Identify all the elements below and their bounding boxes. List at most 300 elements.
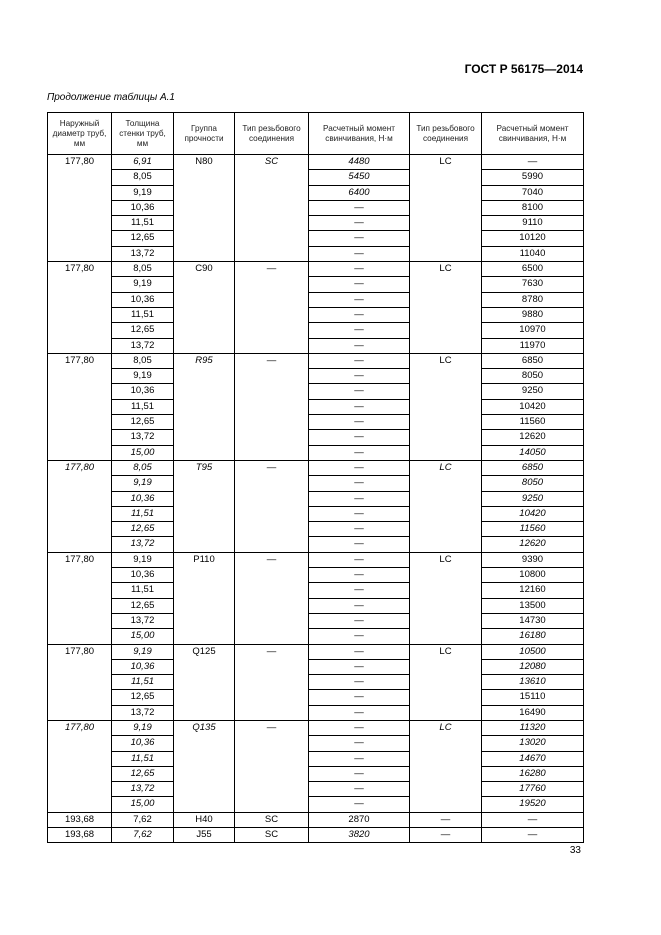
cell-connection-type-2 [410, 537, 482, 552]
cell-strength-grade [174, 675, 235, 690]
cell-wall-thickness: 10,36 [112, 736, 174, 751]
cell-make-up-torque-2: 11320 [482, 720, 584, 735]
cell-wall-thickness: 13,72 [112, 782, 174, 797]
cell-outer-diameter [48, 338, 112, 353]
cell-connection-type-1 [235, 705, 309, 720]
cell-strength-grade [174, 797, 235, 812]
cell-outer-diameter [48, 522, 112, 537]
cell-make-up-torque-1: — [309, 644, 410, 659]
table-row [48, 659, 584, 674]
cell-wall-thickness: 11,51 [112, 506, 174, 521]
cell-connection-type-1 [235, 568, 309, 583]
cell-make-up-torque-1: — [309, 613, 410, 628]
cell-connection-type-1 [235, 537, 309, 552]
table-row [48, 476, 584, 491]
cell-connection-type-2 [410, 415, 482, 430]
cell-connection-type-2 [410, 797, 482, 812]
cell-wall-thickness: 12,65 [112, 598, 174, 613]
cell-connection-type-1 [235, 338, 309, 353]
cell-make-up-torque-2: 12620 [482, 537, 584, 552]
cell-make-up-torque-1: — [309, 338, 410, 353]
table-row [48, 323, 584, 338]
cell-make-up-torque-2: 11040 [482, 246, 584, 261]
table-row [48, 736, 584, 751]
cell-connection-type-1 [235, 384, 309, 399]
cell-make-up-torque-2: 15110 [482, 690, 584, 705]
cell-outer-diameter [48, 231, 112, 246]
cell-outer-diameter: 177,80 [48, 644, 112, 659]
cell-strength-grade [174, 170, 235, 185]
cell-outer-diameter [48, 568, 112, 583]
cell-connection-type-2 [410, 476, 482, 491]
table-row [48, 751, 584, 766]
cell-outer-diameter [48, 216, 112, 231]
cell-connection-type-1 [235, 246, 309, 261]
cell-connection-type-2 [410, 384, 482, 399]
cell-make-up-torque-1: — [309, 751, 410, 766]
cell-connection-type-1 [235, 491, 309, 506]
cell-connection-type-1 [235, 506, 309, 521]
table-caption: Продолжение таблицы А.1 [47, 92, 175, 103]
cell-make-up-torque-1: — [309, 277, 410, 292]
cell-wall-thickness: 13,72 [112, 537, 174, 552]
cell-wall-thickness: 13,72 [112, 430, 174, 445]
cell-strength-grade [174, 568, 235, 583]
cell-outer-diameter: 177,80 [48, 460, 112, 475]
cell-wall-thickness: 10,36 [112, 491, 174, 506]
cell-connection-type-1 [235, 613, 309, 628]
table-row [48, 155, 584, 170]
cell-strength-grade [174, 369, 235, 384]
table-row [48, 644, 584, 659]
cell-make-up-torque-2: 12160 [482, 583, 584, 598]
cell-connection-type-1 [235, 476, 309, 491]
cell-strength-grade [174, 384, 235, 399]
cell-strength-grade [174, 476, 235, 491]
cell-outer-diameter [48, 598, 112, 613]
cell-strength-grade [174, 277, 235, 292]
cell-wall-thickness: 9,19 [112, 476, 174, 491]
cell-strength-grade [174, 200, 235, 215]
cell-wall-thickness: 12,65 [112, 766, 174, 781]
cell-outer-diameter [48, 323, 112, 338]
cell-connection-type-2 [410, 231, 482, 246]
cell-make-up-torque-2: 9880 [482, 307, 584, 322]
table-row [48, 384, 584, 399]
cell-strength-grade [174, 323, 235, 338]
cell-outer-diameter [48, 445, 112, 460]
cell-wall-thickness: 13,72 [112, 613, 174, 628]
cell-connection-type-2 [410, 369, 482, 384]
cell-outer-diameter [48, 613, 112, 628]
cell-make-up-torque-2: 5990 [482, 170, 584, 185]
table-row [48, 812, 584, 827]
cell-connection-type-2 [410, 430, 482, 445]
cell-connection-type-1 [235, 323, 309, 338]
cell-connection-type-2 [410, 292, 482, 307]
cell-make-up-torque-2: 10420 [482, 399, 584, 414]
cell-connection-type-1: — [235, 552, 309, 567]
cell-strength-grade: C90 [174, 262, 235, 277]
cell-outer-diameter [48, 690, 112, 705]
cell-make-up-torque-2: 9390 [482, 552, 584, 567]
cell-wall-thickness: 9,19 [112, 552, 174, 567]
cell-connection-type-2 [410, 491, 482, 506]
cell-connection-type-2 [410, 216, 482, 231]
cell-strength-grade [174, 430, 235, 445]
cell-make-up-torque-1: 6400 [309, 185, 410, 200]
cell-connection-type-1 [235, 369, 309, 384]
cell-make-up-torque-2: 11560 [482, 522, 584, 537]
cell-make-up-torque-1: — [309, 705, 410, 720]
cell-make-up-torque-1: 5450 [309, 170, 410, 185]
cell-outer-diameter [48, 766, 112, 781]
cell-wall-thickness: 10,36 [112, 384, 174, 399]
cell-outer-diameter [48, 185, 112, 200]
cell-wall-thickness: 13,72 [112, 338, 174, 353]
table-row [48, 307, 584, 322]
cell-strength-grade [174, 583, 235, 598]
cell-outer-diameter [48, 797, 112, 812]
header-make-up-torque-2: Расчетный момент свинчивания, Н·м [482, 113, 584, 155]
cell-outer-diameter: 177,80 [48, 262, 112, 277]
cell-make-up-torque-2: 12080 [482, 659, 584, 674]
cell-outer-diameter [48, 307, 112, 322]
cell-outer-diameter [48, 736, 112, 751]
cell-connection-type-2 [410, 782, 482, 797]
cell-connection-type-1: SC [235, 812, 309, 827]
cell-connection-type-1 [235, 430, 309, 445]
header-connection-type-1: Тип резьбового соединения [235, 113, 309, 155]
cell-make-up-torque-1: — [309, 797, 410, 812]
cell-make-up-torque-1: — [309, 307, 410, 322]
cell-connection-type-1 [235, 766, 309, 781]
cell-wall-thickness: 11,51 [112, 583, 174, 598]
table-row [48, 353, 584, 368]
cell-make-up-torque-2: 6850 [482, 353, 584, 368]
header-connection-type-2: Тип резьбового соединения [410, 113, 482, 155]
cell-connection-type-1 [235, 185, 309, 200]
cell-wall-thickness: 15,00 [112, 445, 174, 460]
cell-make-up-torque-1: — [309, 384, 410, 399]
cell-strength-grade [174, 338, 235, 353]
cell-connection-type-1: — [235, 644, 309, 659]
table-row [48, 415, 584, 430]
cell-make-up-torque-2: 14730 [482, 613, 584, 628]
cell-wall-thickness: 7,62 [112, 812, 174, 827]
cell-make-up-torque-1: — [309, 292, 410, 307]
cell-outer-diameter: 177,80 [48, 552, 112, 567]
cell-connection-type-2 [410, 613, 482, 628]
cell-strength-grade [174, 782, 235, 797]
table-row [48, 720, 584, 735]
cell-make-up-torque-2: 13020 [482, 736, 584, 751]
cell-wall-thickness: 8,05 [112, 170, 174, 185]
cell-connection-type-1 [235, 736, 309, 751]
header-outer-diameter: Наружный диаметр труб, мм [48, 113, 112, 155]
cell-make-up-torque-2: 17760 [482, 782, 584, 797]
cell-outer-diameter [48, 170, 112, 185]
cell-make-up-torque-1: — [309, 460, 410, 475]
cell-make-up-torque-1: — [309, 629, 410, 644]
cell-connection-type-1 [235, 629, 309, 644]
cell-outer-diameter [48, 782, 112, 797]
cell-make-up-torque-1: — [309, 231, 410, 246]
cell-connection-type-1: — [235, 460, 309, 475]
cell-make-up-torque-1: 4480 [309, 155, 410, 170]
cell-connection-type-2 [410, 736, 482, 751]
cell-connection-type-2 [410, 598, 482, 613]
cell-strength-grade [174, 736, 235, 751]
cell-connection-type-2 [410, 445, 482, 460]
cell-make-up-torque-2: 9110 [482, 216, 584, 231]
table-row [48, 338, 584, 353]
cell-make-up-torque-1: — [309, 430, 410, 445]
cell-wall-thickness: 8,05 [112, 460, 174, 475]
cell-connection-type-2 [410, 766, 482, 781]
cell-outer-diameter [48, 629, 112, 644]
cell-wall-thickness: 12,65 [112, 231, 174, 246]
cell-make-up-torque-2: — [482, 828, 584, 843]
cell-connection-type-1 [235, 445, 309, 460]
cell-strength-grade [174, 185, 235, 200]
cell-connection-type-1: — [235, 353, 309, 368]
cell-connection-type-2 [410, 583, 482, 598]
cell-strength-grade [174, 246, 235, 261]
cell-make-up-torque-1: — [309, 491, 410, 506]
cell-connection-type-2: LC [410, 720, 482, 735]
cell-wall-thickness: 13,72 [112, 246, 174, 261]
cell-connection-type-2 [410, 323, 482, 338]
cell-wall-thickness: 9,19 [112, 277, 174, 292]
cell-outer-diameter [48, 277, 112, 292]
cell-connection-type-1 [235, 292, 309, 307]
cell-outer-diameter [48, 506, 112, 521]
cell-wall-thickness: 12,65 [112, 690, 174, 705]
cell-strength-grade [174, 659, 235, 674]
cell-make-up-torque-2: 9250 [482, 491, 584, 506]
cell-strength-grade [174, 690, 235, 705]
cell-make-up-torque-1: — [309, 537, 410, 552]
cell-outer-diameter [48, 384, 112, 399]
cell-make-up-torque-2: 8780 [482, 292, 584, 307]
cell-make-up-torque-1: — [309, 690, 410, 705]
cell-strength-grade [174, 231, 235, 246]
cell-make-up-torque-2: — [482, 155, 584, 170]
cell-make-up-torque-2: 14670 [482, 751, 584, 766]
cell-wall-thickness: 9,19 [112, 644, 174, 659]
cell-connection-type-1 [235, 659, 309, 674]
cell-wall-thickness: 6,91 [112, 155, 174, 170]
cell-connection-type-2 [410, 705, 482, 720]
cell-make-up-torque-1: — [309, 598, 410, 613]
cell-connection-type-2 [410, 506, 482, 521]
cell-connection-type-1 [235, 797, 309, 812]
cell-make-up-torque-2: 8050 [482, 369, 584, 384]
table-body [48, 155, 584, 843]
cell-outer-diameter: 177,80 [48, 155, 112, 170]
cell-make-up-torque-2: 16180 [482, 629, 584, 644]
cell-wall-thickness: 13,72 [112, 705, 174, 720]
table-row [48, 690, 584, 705]
cell-connection-type-1 [235, 690, 309, 705]
table-row [48, 537, 584, 552]
table-row [48, 185, 584, 200]
cell-make-up-torque-2: 8100 [482, 200, 584, 215]
cell-make-up-torque-2: 10970 [482, 323, 584, 338]
cell-strength-grade [174, 751, 235, 766]
cell-connection-type-1: SC [235, 828, 309, 843]
table-row [48, 277, 584, 292]
cell-wall-thickness: 7,62 [112, 828, 174, 843]
cell-outer-diameter [48, 675, 112, 690]
cell-strength-grade [174, 445, 235, 460]
cell-wall-thickness: 10,36 [112, 659, 174, 674]
cell-make-up-torque-2: 6850 [482, 460, 584, 475]
cell-make-up-torque-2: 16280 [482, 766, 584, 781]
cell-make-up-torque-1: — [309, 246, 410, 261]
page-number: 33 [569, 845, 581, 856]
cell-wall-thickness: 12,65 [112, 415, 174, 430]
cell-connection-type-2 [410, 185, 482, 200]
cell-outer-diameter [48, 430, 112, 445]
cell-connection-type-1 [235, 277, 309, 292]
cell-strength-grade [174, 307, 235, 322]
cell-outer-diameter [48, 705, 112, 720]
cell-make-up-torque-1: — [309, 583, 410, 598]
cell-connection-type-1: — [235, 720, 309, 735]
table-row [48, 797, 584, 812]
cell-make-up-torque-1: — [309, 522, 410, 537]
cell-connection-type-2 [410, 751, 482, 766]
cell-make-up-torque-1: — [309, 568, 410, 583]
cell-make-up-torque-2: 9250 [482, 384, 584, 399]
cell-connection-type-1: SC [235, 155, 309, 170]
cell-connection-type-2 [410, 629, 482, 644]
cell-connection-type-2 [410, 522, 482, 537]
cell-outer-diameter [48, 399, 112, 414]
cell-strength-grade [174, 506, 235, 521]
cell-outer-diameter: 193,68 [48, 828, 112, 843]
cell-make-up-torque-2: — [482, 812, 584, 827]
cell-make-up-torque-1: — [309, 323, 410, 338]
table-row [48, 705, 584, 720]
cell-make-up-torque-2: 10420 [482, 506, 584, 521]
cell-make-up-torque-2: 8050 [482, 476, 584, 491]
cell-wall-thickness: 15,00 [112, 797, 174, 812]
cell-make-up-torque-2: 16490 [482, 705, 584, 720]
cell-outer-diameter [48, 476, 112, 491]
cell-make-up-torque-2: 7630 [482, 277, 584, 292]
table-row [48, 216, 584, 231]
cell-outer-diameter [48, 583, 112, 598]
cell-strength-grade: Q125 [174, 644, 235, 659]
cell-outer-diameter [48, 659, 112, 674]
cell-make-up-torque-2: 10500 [482, 644, 584, 659]
cell-strength-grade [174, 399, 235, 414]
cell-wall-thickness: 11,51 [112, 751, 174, 766]
cell-make-up-torque-2: 19520 [482, 797, 584, 812]
cell-make-up-torque-1: — [309, 782, 410, 797]
cell-outer-diameter [48, 246, 112, 261]
cell-connection-type-1 [235, 415, 309, 430]
table-row [48, 506, 584, 521]
cell-strength-grade [174, 522, 235, 537]
cell-wall-thickness: 8,05 [112, 353, 174, 368]
cell-connection-type-1 [235, 598, 309, 613]
cell-outer-diameter [48, 415, 112, 430]
table-row [48, 200, 584, 215]
cell-make-up-torque-2: 13610 [482, 675, 584, 690]
cell-outer-diameter [48, 200, 112, 215]
cell-strength-grade: Q135 [174, 720, 235, 735]
table-row [48, 828, 584, 843]
cell-strength-grade [174, 613, 235, 628]
table-row [48, 766, 584, 781]
cell-connection-type-2 [410, 200, 482, 215]
table-row [48, 491, 584, 506]
table-row [48, 782, 584, 797]
cell-wall-thickness: 15,00 [112, 629, 174, 644]
cell-make-up-torque-1: — [309, 506, 410, 521]
cell-connection-type-1 [235, 231, 309, 246]
cell-outer-diameter: 177,80 [48, 353, 112, 368]
cell-strength-grade: R95 [174, 353, 235, 368]
cell-connection-type-1 [235, 782, 309, 797]
cell-make-up-torque-1: — [309, 415, 410, 430]
cell-strength-grade [174, 766, 235, 781]
cell-make-up-torque-1: — [309, 659, 410, 674]
cell-connection-type-2: LC [410, 460, 482, 475]
cell-connection-type-1 [235, 399, 309, 414]
cell-make-up-torque-2: 11560 [482, 415, 584, 430]
cell-make-up-torque-1: — [309, 476, 410, 491]
cell-strength-grade [174, 415, 235, 430]
table-row [48, 170, 584, 185]
standard-header: ГОСТ Р 56175—2014 [464, 62, 583, 76]
cell-wall-thickness: 9,19 [112, 185, 174, 200]
cell-connection-type-2: LC [410, 644, 482, 659]
cell-wall-thickness: 11,51 [112, 216, 174, 231]
cell-make-up-torque-1: — [309, 353, 410, 368]
cell-connection-type-2: — [410, 812, 482, 827]
cell-make-up-torque-1: — [309, 399, 410, 414]
table-row [48, 583, 584, 598]
cell-strength-grade [174, 491, 235, 506]
table-row [48, 292, 584, 307]
cell-connection-type-1: — [235, 262, 309, 277]
cell-connection-type-2: LC [410, 552, 482, 567]
cell-make-up-torque-2: 14050 [482, 445, 584, 460]
cell-make-up-torque-2: 10800 [482, 568, 584, 583]
cell-connection-type-2 [410, 659, 482, 674]
cell-connection-type-2 [410, 277, 482, 292]
table-header-row [48, 113, 584, 155]
table-row [48, 231, 584, 246]
cell-make-up-torque-1: — [309, 675, 410, 690]
cell-make-up-torque-1: — [309, 766, 410, 781]
table-row [48, 522, 584, 537]
header-strength-grade: Группа прочности [174, 113, 235, 155]
cell-strength-grade [174, 216, 235, 231]
cell-make-up-torque-1: — [309, 736, 410, 751]
cell-connection-type-2: LC [410, 262, 482, 277]
cell-strength-grade: H40 [174, 812, 235, 827]
cell-outer-diameter [48, 751, 112, 766]
cell-strength-grade: N80 [174, 155, 235, 170]
cell-connection-type-2: — [410, 828, 482, 843]
cell-strength-grade: J55 [174, 828, 235, 843]
